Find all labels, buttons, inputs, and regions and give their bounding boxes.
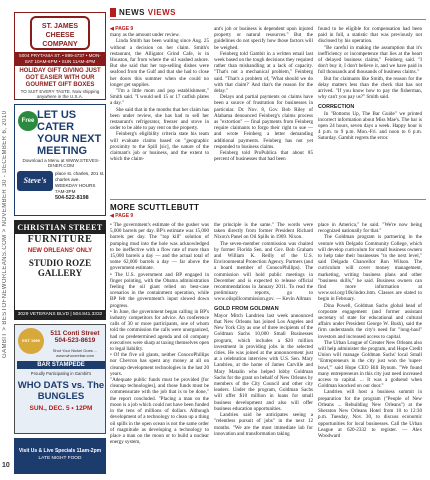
- furniture-ad[interactable]: [14, 220, 106, 320]
- bar-small: Proudly Participating in Gambit's: [30, 371, 92, 376]
- arrow-icon: ◀: [110, 213, 116, 219]
- article-para: Landrieu will host a business summit in preparation for the program ("People of New Orleans ... Rebuilding New Orleans") at the Sheraton New Orleans Hotel from 10 to 12:30 p.m. Tuesday, Nov. 30, to discuss economic opportunities for local businesses. Call the Urban League at 620-2332 to register. — Alex Woodward: [318, 389, 422, 439]
- cheese-company-ad[interactable]: [14, 12, 106, 100]
- arrow-icon: ◀: [110, 26, 116, 32]
- article-para: Feinberg told Gambit in a written email last week based on the tough decisions they required rather than mishandling at a lack of capacity. "That's not a mechanical problem," Feinberg said. "That's a problem of, 'What should we do with that claim?' And that's the reason for the delay.": [214, 50, 313, 95]
- article-para: The Goldman program is partnering in the venture with Delgado Community College, which will develop curriculum for small business owners to help take their businesses "to the next level," said Delgado Chancellor Ron Wilson. The curriculum will cover money management, marketing, writing business plans and other "business skills," he said. Business owners can find more information at www.sol.org/10k/index.htm. Classes are slated to begin in February.: [318, 234, 422, 303]
- correction-text: In "Bottoms Up, The Bar Guide" we printed incorrect information about Miss Mae's. The bar is open 24 hours, seven days a week. Happy hour is 4 p.m. to 9 p.m. Mon.-Fri. and noon to 6 p.m. Saturday. Gambit regrets the error.: [318, 110, 422, 142]
- furniture-name: CHRISTIAN STREET: [15, 221, 105, 234]
- bar-stampede: BAR STAMPEDE: [17, 361, 105, 369]
- page-ref: PAGE 9: [115, 26, 134, 32]
- studio-name: STUDIO ROZE GALLERY: [28, 258, 92, 278]
- article-para: She said that in the months that her claim has been under review, she has had to sell her restaurant's refrigerator, freezer and stove in order to be able to pay rent on the property.: [110, 106, 209, 132]
- article-column-3: [318, 26, 422, 196]
- steves-contact: [55, 171, 105, 201]
- game-date: SUN., DEC. 5 • 12PM: [29, 405, 93, 412]
- article-column-2: [214, 26, 313, 196]
- article-para: The Urban League of Greater New Orleans also will help administer the program, and Hope Credit Union will manage Goldman Sachs' local Small "Entrepreneurs in the city just won the 'super-bowl,'" said Hope CEO Bill Bynum. "We found many entrepreneurs in this city just need increased access to capital. ... It was a godsend when Goldman knocked on our door.": [318, 339, 422, 390]
- spine-text: GAMBIT > BESTOFNEWORLEANS.COM > NOVEMBER 30 - DECEMBER 6, 2010: [2, 110, 8, 358]
- section-suffix: VIEWS: [147, 8, 177, 17]
- section-divider: [110, 199, 426, 200]
- late-night-ad[interactable]: [14, 438, 106, 474]
- scuttlebutt-column-2: [214, 222, 313, 472]
- article-para: found to be eligible for compensation had been paid in full, a statistic that was previously not disclosed by his operation.: [318, 26, 422, 45]
- furniture-address: 3029 VETERANS BLVD | 504.841.3332: [15, 310, 105, 319]
- article-para: Feinberg's eligibility criteria state his team will evaluate claims based on "geographic proximity to the Spill [sic], the nature of the claimant's job or business, and the extent to which the claim-: [110, 131, 209, 163]
- bar-address: 511 Conti Street 504-523-8619: [50, 330, 100, 344]
- steves-phone: 504-522-8198: [55, 195, 89, 201]
- article-para: Mayor Mitch Landrieu last week announced that New Orleans has joined Los Angeles and New York City as one of three recipients of the Goldman Sachs 10,000 Small Businesses program, which includes a $20 million investment in providing jobs in the selected cities. He was joined at the announcement just at a celebration interview with U.S. Sen. Mary Landrieu, at the home of James Carville and Mary Matalin who helped lobby Goldman Sachs for the grant on behalf of New Orleans by members of the City Council and other city leaders. Under the program, Goldman Sachs will offer $10 million in loans for small business development and also will offer business education opportunities.: [214, 312, 313, 412]
- article-para: ant's job or business is dependent upon injured property or natural resources." But the guidelines do not specify how those factors will be weighed.: [214, 26, 313, 51]
- article-para: "Be careful in making the assumption that it's inefficiency or incompetence that lies at the heart of delayed business claims," Feinberg said. "I don't buy it, I don't believe it, and we have paid in full thousands and thousands of business claims.": [318, 44, 422, 76]
- article-para: "Adequate public funds must be provided [for cleanup technologies], and those funds must be commensurate with the job that is to be done," the report concluded. "Placing a man on the moon is a job which could not have been funded in the tens of millions of dollars. Although development of a technology to clean up a thing oil spills in the open ocean is not the same order of magnitude as developing a technology to place a man on the moon or to build a nuclear energy system,: [110, 377, 209, 446]
- cheese-promo: HOLIDAY GIFT GIVING JUST GOT EASIER WITH OUR GOURMET GIFT BOXES: [19, 68, 101, 88]
- section-logo-mark: [110, 8, 116, 17]
- correction-heading: CORRECTION: [318, 104, 355, 111]
- section-title: [119, 8, 176, 17]
- article-para: "I'm a little mom and pop establishment," Smith said. "I would sell 15 or 17 catfish plates a day.": [110, 88, 209, 107]
- article-para: Delays and partial payments on claims have been a source of frustration for businesses in particular. Dr. Nov. 8, Gov. Bob Riley of Alabama denounced Feinberg's claims process as "extortion" — final payments from Feinberg require claimants to forgo their right to sue — and wrote Feinberg a letter demanding additional payments. Feinberg has not yet responded to business claims.: [214, 94, 313, 150]
- furniture-sub: FURNITURE: [27, 234, 93, 245]
- scuttlebutt-page-ref: [110, 213, 133, 219]
- free-badge: Free: [18, 111, 38, 131]
- article-para: Dina Powell, Goldman Sachs global head of corporate engagement (and former assistant secretary of state for educational and cultural affairs under President George W. Bush), said the firm understands the city's need for "long-haul" investors and increased access to capital.: [318, 302, 422, 340]
- section-prefix: NEWS: [119, 8, 145, 17]
- bar-badge: EST 1999: [18, 328, 44, 354]
- article-para: • In June, the government began calling in BP's industry competitors for advice. An conference calls of 30 or more participants, one of whom told the commission the calls were unorganized, had no predetermined agenda and oil company executives were sharp at taxing themselves open to legal liability.: [110, 308, 210, 353]
- scuttlebutt-column-3: [318, 222, 422, 472]
- steves-hours: WEEKDAY HOURS 7AM-3PM: [55, 183, 96, 194]
- article-para: But for claimants like Smith, the reason for the delay matters less than the check that has not arrived. "If you know how to pay the fisherman, why can't you pay us?" Smith said.: [318, 75, 422, 101]
- cater-headline: LET US CATER YOUR NEXT MEETING: [37, 109, 102, 157]
- page-spine: [2, 14, 14, 454]
- section-header: [110, 6, 426, 20]
- article-para: • Of the five oil giants, neither ConocoPhillips nor Chevron has spent any money at all on cleanup development technologies in the last 20 years.: [110, 352, 209, 377]
- cheese-address: 5004 PRYTANIA ST. • 899-4737 • MON-SAT 10AM-6PM • SUN 11AM-4PM: [15, 52, 105, 66]
- steves-logo: Steve's: [17, 171, 53, 191]
- steves-location: place st. charles, 201 st. charles ave.: [55, 171, 105, 182]
- page-ref: PAGE 9: [115, 213, 134, 219]
- article-column-1: [110, 26, 209, 196]
- article-para: the principle is the same." The words were taken directly from former President Richard Nixon's Panel on Oil Spills in 1969. Nixon.: [214, 222, 313, 241]
- cheese-logo: ST. JAMES CHEESE COMPANY: [30, 16, 90, 50]
- bar-sub: Shot Your Nickel Goes ... www.whocrrebar.com: [52, 348, 98, 358]
- late-night-line1: Visit Us & Live Specials 11am-2pm: [18, 448, 102, 454]
- article-para: place in America," he said. "We're now being recognized nationally for that.": [318, 222, 422, 235]
- page-number: 10: [2, 462, 10, 469]
- cheese-promo-sub: TO SUIT EVERY TASTE. Now shipping anywhere in the U.S.A.: [20, 89, 100, 99]
- steves-diner-ad[interactable]: [14, 104, 106, 216]
- menu-download: Download a Menu at WWW.STEVES-DINER.COM: [22, 158, 100, 168]
- article-para: • The government's estimate of the gusher was 5,000 barrels per day. BP's estimate was 15,000 barrels per day. The "top kill" solution of pumping mud into the hole was acknowledged to be ineffective with a flow rate of more than 15,000 barrels a day — and the actual total of some 62,000 barrels a day — far above the government estimate.: [110, 222, 209, 272]
- late-night-line2: LATE NIGHT FOOD: [38, 456, 82, 461]
- ad-column: [14, 12, 106, 474]
- scuttlebutt-column-1: [110, 222, 209, 472]
- article-para: Landrieu said he anticipates seeing a "relentless pursuit of jobs" in the next 12 months. "We are the most immediate lab for innovation and transformation taking: [214, 412, 313, 437]
- furniture-tagline: NEW ORLEANS' ONLY: [27, 248, 93, 254]
- gold-subhead: GOLD FROM GOLDMAN: [214, 305, 279, 312]
- scuttlebutt-title: MORE SCUTTLEBUTT: [110, 203, 200, 212]
- article-para: • The U.S. government and BP engaged in finger pointing, with the Obama administration feeling the oil giant relied on best-case scenarios in the containment operation, while BP felt the government's input slowed down progress.: [110, 271, 209, 309]
- article-para: The seven-member commission was chaired by former Florida Sen. and Gov. Bob Graham and William K. Reilly of the U.S. Environmental Protection Agency. Partners (and a board member of ConocoPhillips). The commission will hold public meetings in December and is expected to release official recommendations in January 2011. To read the preliminary reports, go to www.oilspillcommission.gov. — Kevin Allman: [214, 240, 313, 303]
- bungles-ad[interactable]: [14, 324, 106, 434]
- main-content: [110, 0, 426, 480]
- article-para: Linda Smith has been waiting since Aug. 25 without a decision on her claim. Smith's restaurant, the Alligator Grind Cafe, is in Houston, far from where the oil washed ashore. But she said that her top-selling dishes were seafood from the Gulf and that she had to close her doors this summer when she could no longer get supplies.: [110, 38, 209, 88]
- who-dats-headline: WHO DATS vs. The BUNGLES: [17, 380, 105, 402]
- article-para: Feinberg told ProPublica that about 85 percent of businesses that had been: [214, 150, 313, 163]
- article-para: many as the amount under review.: [110, 32, 180, 39]
